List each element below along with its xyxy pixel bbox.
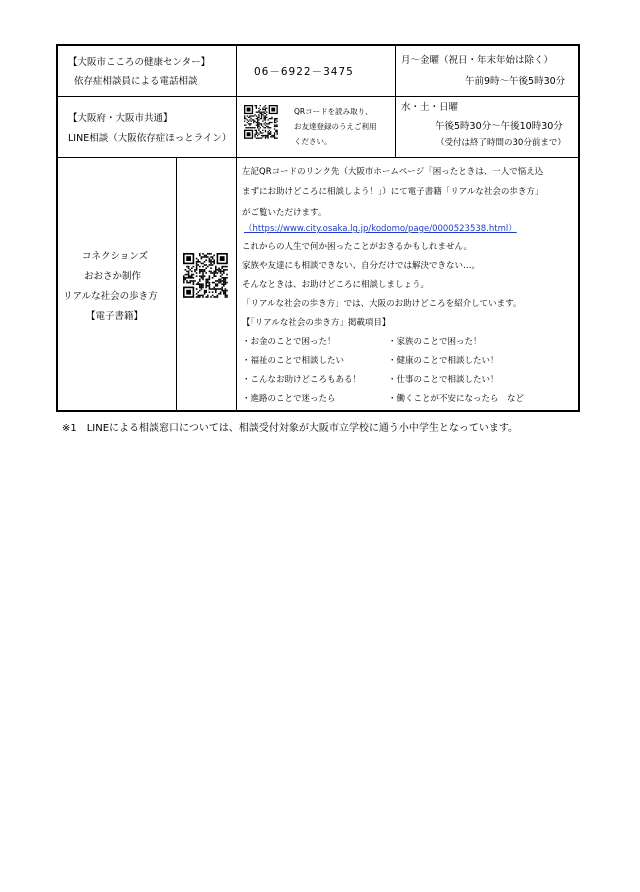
row3-desc-3: がご覧いただけます。: [242, 208, 327, 218]
row2-days: 水・土・日曜: [401, 102, 459, 113]
row3-title-3: リアルな社会の歩き方: [63, 291, 158, 302]
row2-service: LINE相談（大阪依存症ほっとライン）: [68, 133, 232, 144]
row3-title-1: コネクションズ: [82, 251, 149, 262]
row1-org: 【大阪市こころの健康センター】: [68, 57, 211, 68]
row3-desc-4: これからの人生で何か困ったことがおきるかもしれません。: [242, 242, 473, 252]
row3-desc-1: 左記QRコードのリンク先（大阪市ホームページ「困ったときは、一人で悩え込: [242, 167, 544, 177]
item-left: ・福祉のことで相談したい: [242, 356, 345, 366]
item-left: ・こんなお助けどころもある！: [242, 375, 362, 385]
row3-desc-7: 「リアルな社会の歩き方」では、大阪のお助けどころを紹介しています。: [242, 299, 522, 309]
row2-org: 【大阪府・大阪市共通】: [68, 113, 173, 124]
row3-title-4: 【電子書籍】: [86, 311, 144, 322]
row2-qr-text-1: QRコードを読み取り、: [294, 107, 373, 116]
divider: [176, 157, 177, 412]
items-header: 【「リアルな社会の歩き方」掲載項目】: [242, 318, 391, 328]
item-right: ・仕事のことで相談したい！: [388, 375, 499, 385]
row1-service: 依存症相談員による電話相談: [74, 76, 198, 87]
line-qr-code[interactable]: [244, 105, 278, 139]
divider: [58, 157, 578, 158]
divider: [395, 46, 396, 157]
row2-hours: 午後5時30分～午後10時30分: [435, 121, 563, 132]
divider: [58, 96, 578, 97]
row3-title-2: おおさか制作: [84, 271, 142, 282]
row3-desc-2: まずにお助けどころに相談しよう！」）にて電子書籍「リアルな社会の歩き方」: [242, 187, 544, 197]
row1-days: 月～金曜（祝日・年末年始は除く）: [401, 55, 554, 66]
item-right: ・働くことが不安になったら など: [388, 394, 525, 404]
footnote: ※1 LINEによる相談窓口については、相談受付対象が大阪市立学校に通う小中学生となっています。: [62, 423, 519, 434]
row3-desc-6: そんなときは、お助けどころに相談しましょう。: [242, 280, 430, 290]
item-left: ・お金のことで困った！: [242, 337, 336, 347]
divider: [236, 46, 237, 157]
row2-qr-text-3: ください。: [294, 137, 332, 146]
row1-phone[interactable]: 06－6922－3475: [254, 66, 354, 78]
consultation-table: [56, 44, 580, 412]
row3-desc-5: 家族や友達にも相談できない、自分だけでは解決できない…。: [242, 261, 481, 271]
row2-reception: （受付は終了時間の30分前まで）: [436, 138, 566, 148]
ebook-link[interactable]: （https://www.city.osaka.lg.jp/kodomo/page/0000523538.html）: [244, 224, 517, 234]
ebook-qr-code[interactable]: [183, 253, 229, 299]
row1-hours: 午前9時～午後5時30分: [465, 76, 566, 87]
item-left: ・進路のことで迷ったら: [242, 394, 336, 404]
item-right: ・健康のことで相談したい！: [388, 356, 499, 366]
item-right: ・家族のことで困った！: [388, 337, 482, 347]
row2-qr-text-2: お友達登録のうえご利用: [294, 122, 377, 131]
divider: [236, 157, 237, 412]
